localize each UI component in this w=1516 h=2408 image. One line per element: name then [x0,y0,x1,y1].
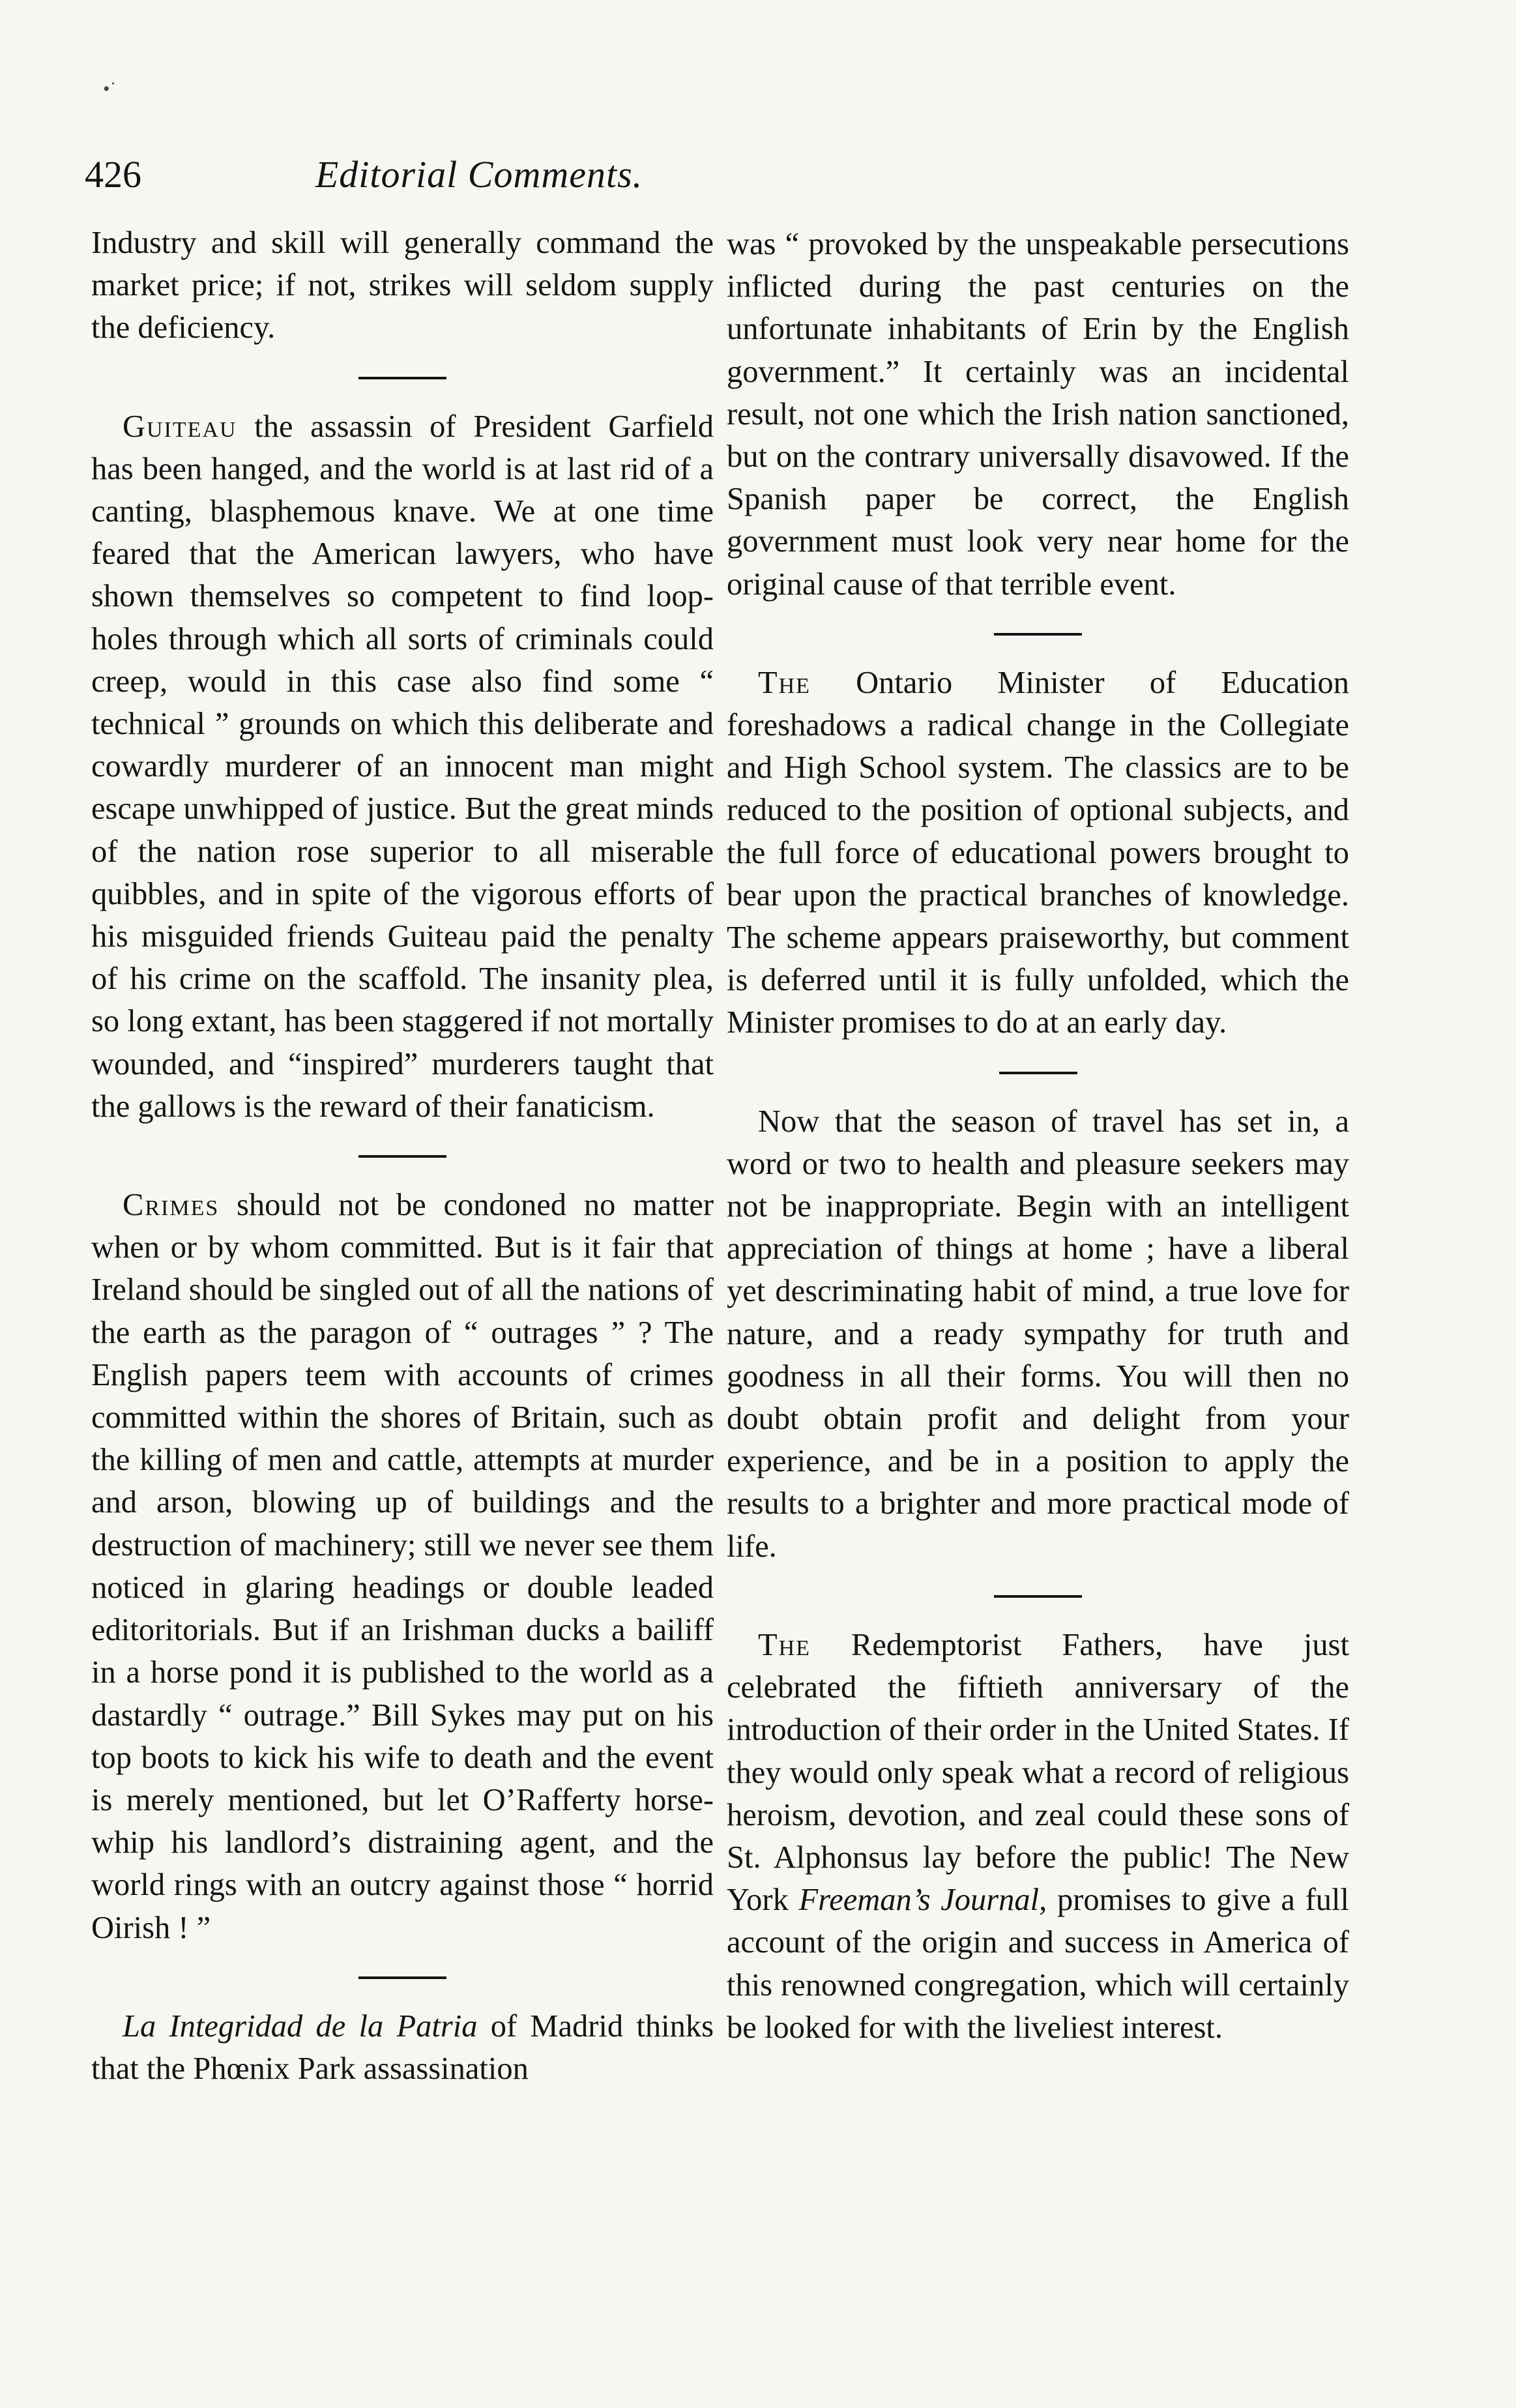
paragraph-lead-word: The [758,665,811,700]
newspaper-title: La Integridad de la Patria [123,2008,478,2044]
paragraph-body: the assassin of President Garfield has been hanged, and the world is at last rid of a canting, blasphemous knave. We at one time feared that the American lawyers, who have shown themselves so competent to find loop-holes through which all sorts of criminals could creep, would in this case also find some “ technical ” grounds on which this deliberate and cowardly murderer of an innocent man might escape unwhipped of justice. But the great minds of the nation rose superior to all miserable quibbles, and in spite of the vigorous efforts of his misguided friends Guiteau paid the penalty of his crime on the scaffold. The insanity plea, so long extant, has been staggered if not mortally wounded, and “inspired” murderers taught that the gallows is the reward of their fanaticism. [91,409,714,1124]
section-divider [994,633,1082,636]
section-divider [358,1976,446,1979]
right-column [727,223,1349,2049]
paragraph-body: Ontario Minister of Education foreshadows a radical change in the Collegiate and High School system. The classics are to be reduced to the position of optional subjects, and the full force of educational powers brought to bear upon the practical branches of knowledge. The scheme appears praiseworthy, but comment is deferred until it is fully unfolded, which the Minister promises to do at an early day. [727,665,1349,1040]
paragraph-body: should not be condoned no matter when or by whom committed. But is it fair that Ireland should be singled out of all the nations of the earth as the paragon of “ outrages ” ? The English papers teem with accounts of crimes committed within the shores of Britain, such as the killing of men and cattle, attempts at murder and arson, blowing up of buildings and the destruction of machinery; still we never see them noticed in glaring headings or double leaded editoritorials. But if an Irishman ducks a bailiff in a horse pond it is published to the world as a dastardly “ outrage.” Bill Sykes may put on his top boots to kick his wife to death and the event is merely mentioned, but let O’Rafferty horse-whip his landlord’s distraining agent, and the world rings with an outcry against those “ horrid Oirish ! ” [91,1188,714,1945]
paragraph-body: of Madrid thinks that the Phœnix Park assassination [91,2008,714,2086]
paragraph-redemptorist [727,1624,1349,2049]
paragraph-body: promises to give a full account of the origin and success in America of this renowned congregation, which will certainly be looked for with the liveliest interest. [727,1883,1349,2045]
paragraph-industry: Industry and skill will generally command the market price; if not, strikes will seldom supply the deficiency. [91,226,714,345]
newspaper-title: Freeman’s Journal, [798,1883,1047,1918]
paragraph-provoked: was “ provoked by the unspeakable persecutions inflicted during the past centuries on the unfortunate inhabitants of Erin by the English government.” It certainly was an incidental result, not one which the Irish nation sanctioned, but on the contrary universally disavowed. If the Spanish paper be correct, the English government must look very near home for the original cause of that terrible event. [727,227,1349,602]
section-divider [358,1155,446,1158]
section-divider [999,1072,1077,1074]
paragraph-lead-word: Crimes [123,1188,220,1223]
paragraph-crimes [91,1184,714,1949]
paragraph-body: Redemptorist Fathers, have just celebrated the fiftieth anniversary of the introduction of their order in the United States. If they would only speak what a record of religious heroism, devotion, and zeal could these sons of St. Alphonsus lay before the public! The New York [727,1627,1349,1918]
page-number: 426 [85,153,141,196]
paragraph-lead-word: Guiteau [123,409,237,444]
running-head: Editorial Comments. [315,153,643,196]
page-header [85,149,873,201]
paragraph-guiteau [91,405,714,1128]
paragraph-travel: Now that the season of travel has set in, a word or two to health and pleasure seekers may not be inappropriate. Begin with an intelligent appreciation of things at home ; have a liberal yet descriminating habit of mind, a true love for nature, and a ready sympathy for truth and goodness in all their forms. You will then no doubt obtain profit and delight from your experience, and be in a position to apply the results to a brighter and more practical mode of life. [727,1104,1349,1564]
paragraph-ontario [727,662,1349,1044]
section-divider [994,1595,1082,1598]
left-column [91,222,714,2090]
paragraph-integridad [91,2005,714,2090]
stray-ink-mark: •˙ [103,78,117,100]
paragraph-lead-word: The [758,1627,811,1662]
section-divider [358,377,446,379]
